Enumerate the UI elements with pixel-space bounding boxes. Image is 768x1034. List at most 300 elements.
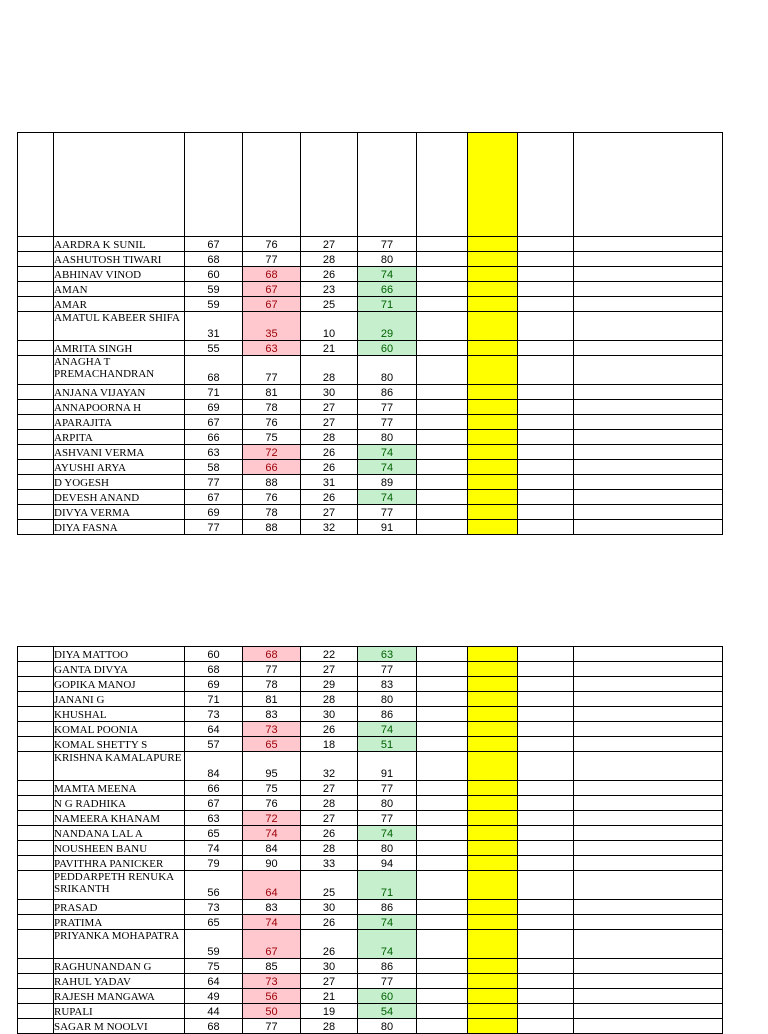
index-cell[interactable]	[18, 692, 54, 707]
score-d-cell[interactable]: 54	[358, 1004, 417, 1019]
student-name-cell[interactable]	[54, 297, 185, 312]
index-cell[interactable]	[18, 460, 54, 475]
score-c-cell[interactable]: 28	[301, 1019, 358, 1034]
index-cell[interactable]	[18, 974, 54, 989]
empty-cell[interactable]	[518, 252, 574, 267]
score-c-cell[interactable]: 21	[301, 989, 358, 1004]
highlighted-column-cell[interactable]	[468, 841, 518, 856]
index-cell[interactable]	[18, 796, 54, 811]
score-c-cell[interactable]: 30	[301, 385, 358, 400]
score-c-cell[interactable]: 33	[301, 856, 358, 871]
score-d-cell[interactable]: 74	[358, 490, 417, 505]
score-a-cell[interactable]: 67	[185, 237, 243, 252]
highlighted-column-cell[interactable]	[468, 781, 518, 796]
score-a-cell[interactable]: 64	[185, 974, 243, 989]
index-cell[interactable]	[18, 781, 54, 796]
index-cell[interactable]	[18, 505, 54, 520]
empty-cell[interactable]	[518, 811, 574, 826]
score-b-cell[interactable]: 73	[243, 722, 301, 737]
score-b-cell[interactable]: 90	[243, 856, 301, 871]
score-a-cell[interactable]: 68	[185, 356, 243, 385]
score-c-cell[interactable]: 10	[301, 312, 358, 341]
empty-cell[interactable]	[574, 856, 723, 871]
score-b-cell[interactable]: 68	[243, 267, 301, 282]
score-c-cell[interactable]: 29	[301, 677, 358, 692]
highlighted-column-cell[interactable]	[468, 237, 518, 252]
score-c-cell[interactable]: 18	[301, 737, 358, 752]
student-name-cell[interactable]	[54, 692, 185, 707]
highlighted-column-cell[interactable]	[468, 282, 518, 297]
index-cell[interactable]	[18, 707, 54, 722]
empty-cell[interactable]	[518, 297, 574, 312]
index-cell[interactable]	[18, 811, 54, 826]
student-name-cell[interactable]	[54, 826, 185, 841]
empty-cell[interactable]	[417, 400, 468, 415]
score-d-cell[interactable]: 77	[358, 505, 417, 520]
score-a-cell[interactable]: 77	[185, 520, 243, 535]
empty-cell[interactable]	[518, 662, 574, 677]
score-a-cell[interactable]: 64	[185, 722, 243, 737]
score-b-cell[interactable]: 75	[243, 781, 301, 796]
empty-cell[interactable]	[574, 841, 723, 856]
highlighted-column-cell[interactable]	[468, 974, 518, 989]
score-a-cell[interactable]: 56	[185, 871, 243, 900]
score-d-cell[interactable]: 80	[358, 430, 417, 445]
score-a-cell[interactable]: 63	[185, 811, 243, 826]
empty-cell[interactable]	[417, 989, 468, 1004]
index-cell[interactable]	[18, 282, 54, 297]
score-c-cell[interactable]: 25	[301, 297, 358, 312]
highlighted-column-cell[interactable]	[468, 737, 518, 752]
score-d-cell[interactable]: 80	[358, 796, 417, 811]
empty-cell[interactable]	[518, 1019, 574, 1034]
score-c-cell[interactable]: 30	[301, 959, 358, 974]
empty-cell[interactable]	[574, 400, 723, 415]
empty-cell[interactable]	[574, 647, 723, 662]
empty-cell[interactable]	[417, 505, 468, 520]
student-name-cell[interactable]	[54, 490, 185, 505]
index-cell[interactable]	[18, 662, 54, 677]
score-a-cell[interactable]: 57	[185, 737, 243, 752]
header-cell[interactable]	[417, 133, 468, 237]
student-name-cell[interactable]	[54, 267, 185, 282]
empty-cell[interactable]	[518, 989, 574, 1004]
empty-cell[interactable]	[574, 871, 723, 900]
score-b-cell[interactable]: 67	[243, 297, 301, 312]
score-b-cell[interactable]: 78	[243, 677, 301, 692]
score-d-cell[interactable]: 71	[358, 871, 417, 900]
score-d-cell[interactable]: 74	[358, 267, 417, 282]
score-d-cell[interactable]: 77	[358, 974, 417, 989]
empty-cell[interactable]	[518, 826, 574, 841]
empty-cell[interactable]	[417, 282, 468, 297]
score-d-cell[interactable]: 77	[358, 781, 417, 796]
empty-cell[interactable]	[574, 722, 723, 737]
score-b-cell[interactable]: 68	[243, 647, 301, 662]
score-c-cell[interactable]: 32	[301, 520, 358, 535]
score-a-cell[interactable]: 69	[185, 400, 243, 415]
empty-cell[interactable]	[417, 647, 468, 662]
score-d-cell[interactable]: 74	[358, 722, 417, 737]
empty-cell[interactable]	[518, 692, 574, 707]
index-cell[interactable]	[18, 341, 54, 356]
score-d-cell[interactable]: 91	[358, 520, 417, 535]
empty-cell[interactable]	[518, 647, 574, 662]
score-c-cell[interactable]: 26	[301, 826, 358, 841]
empty-cell[interactable]	[417, 856, 468, 871]
student-name-cell[interactable]	[54, 722, 185, 737]
score-b-cell[interactable]: 83	[243, 900, 301, 915]
highlighted-column-cell[interactable]	[468, 356, 518, 385]
score-b-cell[interactable]: 85	[243, 959, 301, 974]
score-b-cell[interactable]: 77	[243, 356, 301, 385]
score-a-cell[interactable]: 60	[185, 267, 243, 282]
score-a-cell[interactable]: 73	[185, 900, 243, 915]
score-d-cell[interactable]: 89	[358, 475, 417, 490]
score-b-cell[interactable]: 77	[243, 252, 301, 267]
empty-cell[interactable]	[518, 505, 574, 520]
empty-cell[interactable]	[518, 460, 574, 475]
index-cell[interactable]	[18, 989, 54, 1004]
score-b-cell[interactable]: 77	[243, 662, 301, 677]
student-name-cell[interactable]	[54, 237, 185, 252]
empty-cell[interactable]	[574, 297, 723, 312]
score-b-cell[interactable]: 88	[243, 520, 301, 535]
score-c-cell[interactable]: 26	[301, 915, 358, 930]
score-d-cell[interactable]: 74	[358, 826, 417, 841]
score-b-cell[interactable]: 81	[243, 385, 301, 400]
index-cell[interactable]	[18, 267, 54, 282]
empty-cell[interactable]	[417, 915, 468, 930]
student-name-cell[interactable]	[54, 252, 185, 267]
empty-cell[interactable]	[574, 282, 723, 297]
highlighted-column-cell[interactable]	[468, 692, 518, 707]
index-cell[interactable]	[18, 871, 54, 900]
empty-cell[interactable]	[574, 811, 723, 826]
empty-cell[interactable]	[417, 252, 468, 267]
score-c-cell[interactable]: 26	[301, 930, 358, 959]
student-name-cell[interactable]	[54, 341, 185, 356]
student-name-cell[interactable]	[54, 460, 185, 475]
score-a-cell[interactable]: 65	[185, 826, 243, 841]
score-b-cell[interactable]: 78	[243, 400, 301, 415]
score-c-cell[interactable]: 26	[301, 445, 358, 460]
empty-cell[interactable]	[574, 989, 723, 1004]
header-cell[interactable]	[243, 133, 301, 237]
highlighted-column-cell[interactable]	[468, 460, 518, 475]
empty-cell[interactable]	[417, 415, 468, 430]
score-d-cell[interactable]: 77	[358, 662, 417, 677]
score-c-cell[interactable]: 19	[301, 1004, 358, 1019]
score-d-cell[interactable]: 74	[358, 915, 417, 930]
score-d-cell[interactable]: 77	[358, 415, 417, 430]
empty-cell[interactable]	[417, 959, 468, 974]
score-d-cell[interactable]: 86	[358, 900, 417, 915]
student-name-cell[interactable]	[54, 385, 185, 400]
highlighted-column-cell[interactable]	[468, 490, 518, 505]
empty-cell[interactable]	[518, 282, 574, 297]
score-c-cell[interactable]: 27	[301, 974, 358, 989]
score-b-cell[interactable]: 73	[243, 974, 301, 989]
empty-cell[interactable]	[574, 430, 723, 445]
empty-cell[interactable]	[518, 856, 574, 871]
empty-cell[interactable]	[574, 930, 723, 959]
empty-cell[interactable]	[417, 930, 468, 959]
highlighted-column-cell[interactable]	[468, 445, 518, 460]
score-b-cell[interactable]: 74	[243, 915, 301, 930]
index-cell[interactable]	[18, 677, 54, 692]
score-c-cell[interactable]: 28	[301, 252, 358, 267]
empty-cell[interactable]	[518, 356, 574, 385]
score-c-cell[interactable]: 28	[301, 692, 358, 707]
score-a-cell[interactable]: 67	[185, 490, 243, 505]
score-b-cell[interactable]: 83	[243, 707, 301, 722]
index-cell[interactable]	[18, 1004, 54, 1019]
score-d-cell[interactable]: 80	[358, 252, 417, 267]
student-name-cell[interactable]	[54, 282, 185, 297]
highlighted-column-cell[interactable]	[468, 385, 518, 400]
student-name-cell[interactable]	[54, 647, 185, 662]
empty-cell[interactable]	[574, 959, 723, 974]
score-b-cell[interactable]: 88	[243, 475, 301, 490]
empty-cell[interactable]	[417, 490, 468, 505]
score-c-cell[interactable]: 27	[301, 400, 358, 415]
highlighted-column-cell[interactable]	[468, 297, 518, 312]
score-a-cell[interactable]: 68	[185, 252, 243, 267]
highlighted-column-cell[interactable]	[468, 677, 518, 692]
score-a-cell[interactable]: 68	[185, 1019, 243, 1034]
score-d-cell[interactable]: 74	[358, 460, 417, 475]
score-d-cell[interactable]: 66	[358, 282, 417, 297]
score-a-cell[interactable]: 68	[185, 662, 243, 677]
highlighted-column-cell[interactable]	[468, 1019, 518, 1034]
empty-cell[interactable]	[518, 959, 574, 974]
empty-cell[interactable]	[518, 752, 574, 781]
empty-cell[interactable]	[417, 341, 468, 356]
empty-cell[interactable]	[574, 781, 723, 796]
score-a-cell[interactable]: 63	[185, 445, 243, 460]
empty-cell[interactable]	[574, 475, 723, 490]
empty-cell[interactable]	[574, 796, 723, 811]
score-a-cell[interactable]: 58	[185, 460, 243, 475]
index-cell[interactable]	[18, 430, 54, 445]
index-cell[interactable]	[18, 445, 54, 460]
score-a-cell[interactable]: 71	[185, 385, 243, 400]
empty-cell[interactable]	[574, 974, 723, 989]
index-cell[interactable]	[18, 297, 54, 312]
empty-cell[interactable]	[417, 445, 468, 460]
score-d-cell[interactable]: 80	[358, 841, 417, 856]
student-name-cell[interactable]	[54, 312, 185, 341]
index-cell[interactable]	[18, 1019, 54, 1034]
highlighted-column-cell[interactable]	[468, 133, 518, 237]
empty-cell[interactable]	[574, 460, 723, 475]
index-cell[interactable]	[18, 752, 54, 781]
empty-cell[interactable]	[518, 237, 574, 252]
empty-cell[interactable]	[417, 722, 468, 737]
empty-cell[interactable]	[518, 430, 574, 445]
score-c-cell[interactable]: 27	[301, 781, 358, 796]
index-cell[interactable]	[18, 415, 54, 430]
score-b-cell[interactable]: 72	[243, 445, 301, 460]
score-a-cell[interactable]: 60	[185, 647, 243, 662]
empty-cell[interactable]	[518, 1004, 574, 1019]
empty-cell[interactable]	[518, 707, 574, 722]
score-c-cell[interactable]: 28	[301, 356, 358, 385]
score-d-cell[interactable]: 94	[358, 856, 417, 871]
empty-cell[interactable]	[518, 267, 574, 282]
empty-cell[interactable]	[417, 974, 468, 989]
empty-cell[interactable]	[417, 1019, 468, 1034]
student-name-cell[interactable]	[54, 900, 185, 915]
empty-cell[interactable]	[518, 974, 574, 989]
highlighted-column-cell[interactable]	[468, 856, 518, 871]
highlighted-column-cell[interactable]	[468, 505, 518, 520]
score-a-cell[interactable]: 77	[185, 475, 243, 490]
score-d-cell[interactable]: 83	[358, 677, 417, 692]
score-c-cell[interactable]: 23	[301, 282, 358, 297]
empty-cell[interactable]	[518, 445, 574, 460]
empty-cell[interactable]	[574, 252, 723, 267]
header-cell[interactable]	[358, 133, 417, 237]
empty-cell[interactable]	[518, 915, 574, 930]
score-b-cell[interactable]: 76	[243, 415, 301, 430]
empty-cell[interactable]	[417, 267, 468, 282]
score-c-cell[interactable]: 28	[301, 841, 358, 856]
score-d-cell[interactable]: 29	[358, 312, 417, 341]
empty-cell[interactable]	[417, 811, 468, 826]
score-c-cell[interactable]: 27	[301, 662, 358, 677]
empty-cell[interactable]	[417, 737, 468, 752]
empty-cell[interactable]	[574, 677, 723, 692]
highlighted-column-cell[interactable]	[468, 752, 518, 781]
empty-cell[interactable]	[417, 356, 468, 385]
empty-cell[interactable]	[518, 312, 574, 341]
highlighted-column-cell[interactable]	[468, 959, 518, 974]
index-cell[interactable]	[18, 647, 54, 662]
student-name-cell[interactable]	[54, 915, 185, 930]
student-name-cell[interactable]	[54, 871, 185, 900]
empty-cell[interactable]	[574, 356, 723, 385]
highlighted-column-cell[interactable]	[468, 796, 518, 811]
empty-cell[interactable]	[518, 900, 574, 915]
empty-cell[interactable]	[518, 841, 574, 856]
score-c-cell[interactable]: 30	[301, 900, 358, 915]
highlighted-column-cell[interactable]	[468, 267, 518, 282]
score-d-cell[interactable]: 77	[358, 237, 417, 252]
empty-cell[interactable]	[574, 385, 723, 400]
empty-cell[interactable]	[518, 796, 574, 811]
empty-cell[interactable]	[574, 312, 723, 341]
highlighted-column-cell[interactable]	[468, 707, 518, 722]
score-d-cell[interactable]: 86	[358, 385, 417, 400]
score-a-cell[interactable]: 59	[185, 282, 243, 297]
empty-cell[interactable]	[417, 677, 468, 692]
score-c-cell[interactable]: 26	[301, 267, 358, 282]
student-name-cell[interactable]	[54, 662, 185, 677]
score-b-cell[interactable]: 75	[243, 430, 301, 445]
empty-cell[interactable]	[574, 662, 723, 677]
empty-cell[interactable]	[417, 900, 468, 915]
empty-cell[interactable]	[417, 520, 468, 535]
score-b-cell[interactable]: 76	[243, 237, 301, 252]
score-c-cell[interactable]: 25	[301, 871, 358, 900]
score-a-cell[interactable]: 55	[185, 341, 243, 356]
student-name-cell[interactable]	[54, 752, 185, 781]
empty-cell[interactable]	[518, 490, 574, 505]
score-a-cell[interactable]: 49	[185, 989, 243, 1004]
score-b-cell[interactable]: 84	[243, 841, 301, 856]
empty-cell[interactable]	[574, 826, 723, 841]
score-d-cell[interactable]: 71	[358, 297, 417, 312]
empty-cell[interactable]	[518, 930, 574, 959]
score-a-cell[interactable]: 74	[185, 841, 243, 856]
score-b-cell[interactable]: 76	[243, 490, 301, 505]
empty-cell[interactable]	[417, 1004, 468, 1019]
score-c-cell[interactable]: 26	[301, 460, 358, 475]
score-c-cell[interactable]: 32	[301, 752, 358, 781]
header-cell[interactable]	[518, 133, 574, 237]
index-cell[interactable]	[18, 959, 54, 974]
empty-cell[interactable]	[518, 400, 574, 415]
highlighted-column-cell[interactable]	[468, 989, 518, 1004]
score-b-cell[interactable]: 66	[243, 460, 301, 475]
score-b-cell[interactable]: 50	[243, 1004, 301, 1019]
student-name-cell[interactable]	[54, 781, 185, 796]
empty-cell[interactable]	[574, 445, 723, 460]
score-d-cell[interactable]: 80	[358, 692, 417, 707]
index-cell[interactable]	[18, 312, 54, 341]
score-a-cell[interactable]: 71	[185, 692, 243, 707]
score-b-cell[interactable]: 65	[243, 737, 301, 752]
score-d-cell[interactable]: 86	[358, 959, 417, 974]
empty-cell[interactable]	[518, 871, 574, 900]
score-a-cell[interactable]: 44	[185, 1004, 243, 1019]
score-c-cell[interactable]: 28	[301, 796, 358, 811]
index-cell[interactable]	[18, 841, 54, 856]
highlighted-column-cell[interactable]	[468, 871, 518, 900]
index-cell[interactable]	[18, 856, 54, 871]
empty-cell[interactable]	[518, 677, 574, 692]
index-cell[interactable]	[18, 252, 54, 267]
empty-cell[interactable]	[417, 826, 468, 841]
highlighted-column-cell[interactable]	[468, 900, 518, 915]
empty-cell[interactable]	[417, 662, 468, 677]
empty-cell[interactable]	[574, 707, 723, 722]
score-c-cell[interactable]: 22	[301, 647, 358, 662]
highlighted-column-cell[interactable]	[468, 722, 518, 737]
empty-cell[interactable]	[518, 475, 574, 490]
index-cell[interactable]	[18, 400, 54, 415]
highlighted-column-cell[interactable]	[468, 341, 518, 356]
highlighted-column-cell[interactable]	[468, 662, 518, 677]
empty-cell[interactable]	[417, 781, 468, 796]
empty-cell[interactable]	[417, 752, 468, 781]
score-c-cell[interactable]: 27	[301, 237, 358, 252]
empty-cell[interactable]	[574, 915, 723, 930]
header-cell[interactable]	[574, 133, 723, 237]
empty-cell[interactable]	[518, 737, 574, 752]
score-c-cell[interactable]: 26	[301, 490, 358, 505]
empty-cell[interactable]	[574, 1019, 723, 1034]
student-name-cell[interactable]	[54, 707, 185, 722]
highlighted-column-cell[interactable]	[468, 400, 518, 415]
score-a-cell[interactable]: 75	[185, 959, 243, 974]
highlighted-column-cell[interactable]	[468, 647, 518, 662]
header-cell[interactable]	[301, 133, 358, 237]
score-a-cell[interactable]: 59	[185, 297, 243, 312]
score-a-cell[interactable]: 67	[185, 796, 243, 811]
